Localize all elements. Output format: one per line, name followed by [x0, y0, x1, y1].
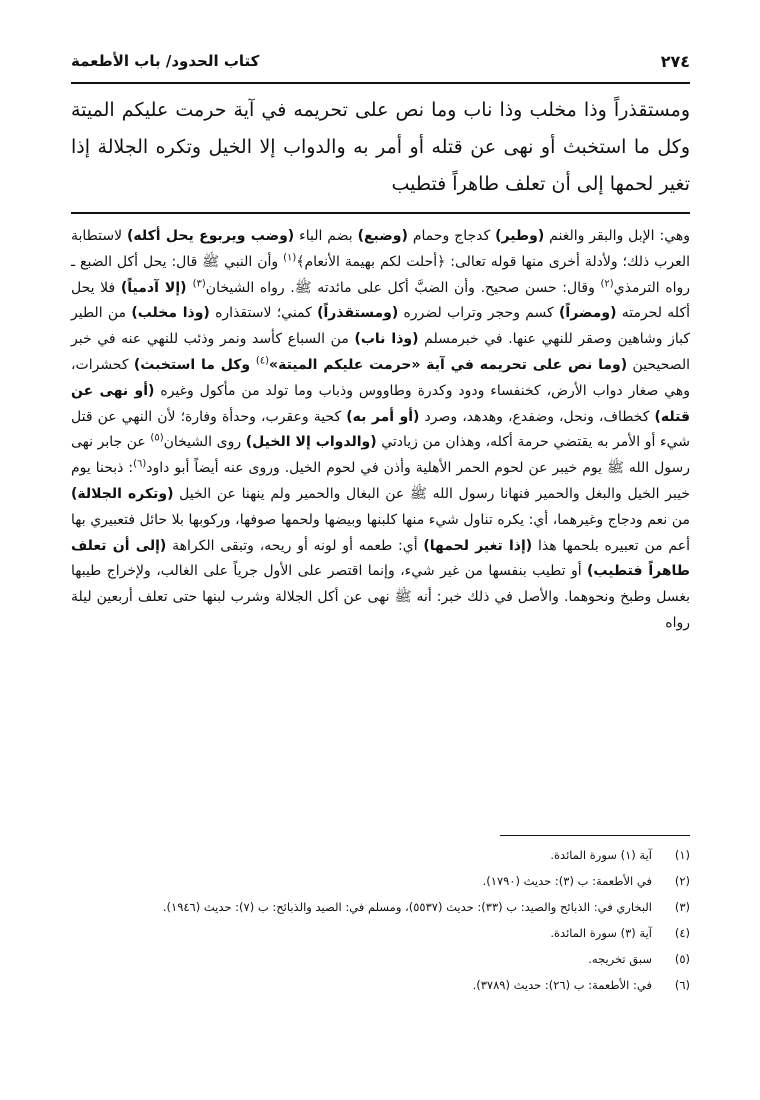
header-rule [71, 82, 690, 84]
footnote-item [71, 896, 690, 918]
commentary-bold-segment: (وما نص على تحريمه في آية «حرمت عليكم الميتة» [269, 356, 628, 373]
footnote-number: (٦) [674, 978, 690, 992]
footnote-text: البخاري في: الذبائح والصيد: ب (٣٣): حديث (٥٥٣٧)، ومسلم في: الصيد والذبائح: ب (٧): حديث (١٩٤٦). [162, 900, 652, 914]
commentary-text [71, 224, 690, 637]
commentary-segment: وأن النبي ﷺ قال: يحل أكل الضبع ـ رواه الترمذي [71, 253, 690, 296]
commentary-bold-segment: (إذا تغير لحمها) [423, 537, 533, 554]
commentary-segment: أو تطيب بنفسها من غير شيء، وإنما اقتصر على الأول جرياً على الغالب، ولإخراج طيبها بغسل وطبخ ونحوهما. والأصل في ذلك خبر: أنه ﷺ نهى عن أكل الجلالة وشرب لبنها حتى تعلف أربعين ليلة رواه [71, 563, 690, 631]
footnote-ref: (١) [283, 252, 297, 264]
footnote-item [71, 922, 690, 944]
footnote-number: (١) [674, 848, 690, 862]
commentary-bold-segment: (وضبع) [357, 228, 408, 244]
commentary-bold-segment: (وذا مخلب) [131, 305, 210, 322]
commentary-bold-segment: (وذا ناب) [354, 331, 419, 348]
commentary-segment: وقال: حسن صحيح. وأن الضبَّ أكل على مائدته ﷺ. رواه الشيخان [205, 279, 601, 296]
commentary-bold-segment: (أو أمر به) [346, 408, 420, 425]
footnote-text: في: الأطعمة: ب (٢٦): حديث (٣٧٨٩). [472, 978, 652, 992]
footnote-rule [500, 835, 690, 836]
commentary-bold-segment: (والدواب إلا الخيل) [245, 434, 377, 451]
commentary-bold-segment: (وضب ويربوع يحل أكله) [127, 228, 295, 244]
footnote-number: (٢) [674, 874, 690, 888]
commentary-bold-segment: وكل ما استخبث) [133, 356, 256, 373]
commentary-segment: لاستطابة العرب ذلك؛ ولأدلة أخرى منها قوله تعالى: ﴿أحلت لكم بهيمة الأنعام﴾ [71, 228, 690, 270]
commentary-bold-segment: (وتكره الجلالة) [71, 485, 174, 502]
commentary-segment: من نعم ودجاج وغيرهما، أي: يكره تناول شيء منها كلبنها وبيضها ولحمها صوفها، وركوبها بلا حائل فتعبيري بها أعم من تعبيره بلحمها هذا [71, 511, 690, 554]
commentary-segment: : ذبحنا يوم خيبر الخيل والبغل والحمير فنهانا رسول الله ﷺ عن البغال والحمير ولم ينهنا عن الخيل [71, 460, 690, 502]
page-header [71, 44, 690, 84]
page-number: ٢٧٤ [660, 52, 690, 71]
commentary-segment: روى الشيخان [163, 434, 246, 451]
commentary-segment: كسم وحجر وتراب لضرره [398, 305, 559, 322]
footnote-number: (٤) [674, 926, 690, 940]
footnote-number: (٣) [674, 900, 690, 914]
footnotes [71, 844, 690, 1000]
commentary-segment: فلا يحل أكله لحرمته [71, 279, 690, 322]
footnote-item [71, 974, 690, 996]
footnote-text: آية (٣) سورة المائدة. [550, 926, 652, 940]
footnote-ref: (٢) [600, 277, 614, 289]
commentary-segment: من السباع كأسد ونمر وذئب للنهي عنه في خبر الصحيحين [71, 331, 690, 373]
running-title: كتاب الحدود/ باب الأطعمة [71, 52, 260, 70]
footnote-ref: (٤) [255, 355, 270, 367]
text-separator-rule [71, 212, 690, 214]
commentary-segment: كدجاج وحمام [407, 228, 496, 244]
commentary-segment: كحية وعقرب، وحدأة وفارة؛ لأن النهي عن قتل شيء أو الأمر به يقتضي حرمة أكله، وهذان من زيادتي [71, 408, 690, 451]
footnote-ref: (٣) [192, 277, 206, 289]
commentary-segment: بضم الباء [294, 228, 358, 244]
commentary-bold-segment: (أو نهى عن قتله) [71, 382, 690, 425]
footnote-text: آية (١) سورة المائدة. [550, 848, 652, 862]
commentary-bold-segment: (إلا آدمياً) [120, 279, 193, 296]
commentary-bold-segment: (ومستقذراً) [317, 305, 399, 322]
commentary-segment: أي: طعمه أو لونه أو ريحه، وتبقى الكراهة [166, 537, 424, 554]
footnote-text: في الأطعمة: ب (٣): حديث (١٧٩٠). [482, 874, 652, 888]
commentary-segment: كحشرات، وهي صغار دواب الأرض، كخنفساء ودود وكدرة وطاووس وذباب وما تولد من مأكول وغيره [71, 356, 690, 399]
footnote-item [71, 948, 690, 970]
commentary-segment: كمني؛ لاستقذاره [209, 305, 318, 322]
commentary-bold-segment: (وطير) [495, 228, 545, 244]
main-text: ومستقذراً وذا مخلب وذا ناب وما نص على تحريمه في آية حرمت عليكم الميتة وكل ما استخبث أو نهى عن قتله أو أمر به والدواب إلا الخيل وتكره الجلالة إذا تغير لحمها إلى أن تعلف طاهراً فتطيب [71, 99, 690, 195]
footnote-ref: (٦) [133, 458, 147, 470]
commentary-bold-segment: (ومضراً) [559, 305, 617, 322]
footnote-text: سبق تخريجه. [588, 952, 652, 966]
footnote-ref: (٥) [150, 432, 164, 444]
footnote-item [71, 844, 690, 866]
footnote-number: (٥) [674, 952, 690, 966]
commentary-segment: من الطير كباز وشاهين وصقر للنهي عنها. في خبرمسلم [71, 305, 690, 348]
commentary-segment: عن جابر نهى رسول الله ﷺ يوم خيبر عن لحوم الحمر الأهلية وأذن في لحوم الخيل. وروى عنه أيضاً أبو داود [71, 434, 690, 477]
commentary-segment: كخطاف، ونحل، وضفدع، وهدهد، وصرد [419, 408, 655, 425]
commentary-bold-segment: (إلى أن تعلف طاهراً فتطيب) [71, 537, 690, 580]
commentary-segment: وهي: الإبل والبقر والغنم [544, 228, 691, 244]
footnote-item [71, 870, 690, 892]
